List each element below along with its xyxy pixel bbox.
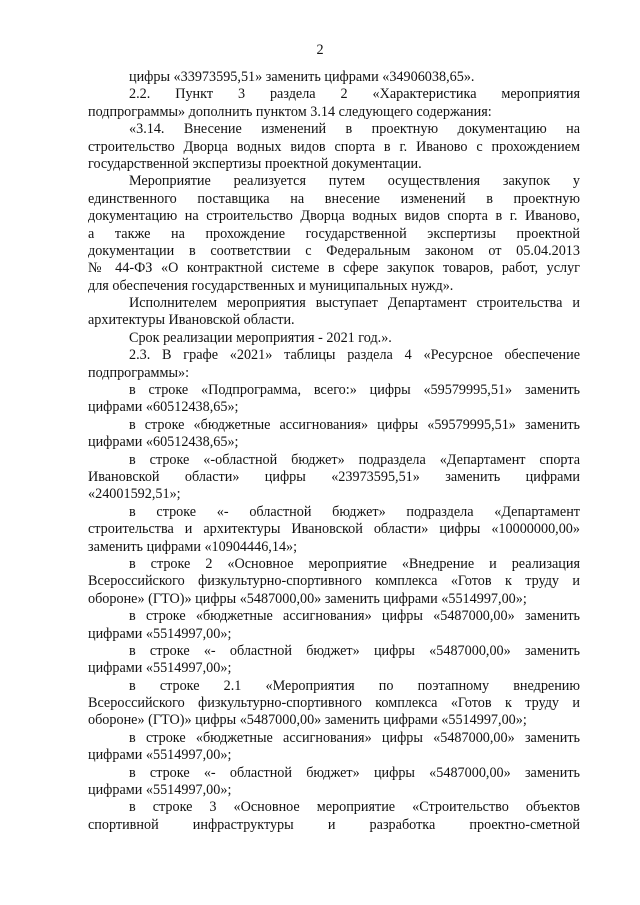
text-line: документацию на строительство Дворца водных видов спорта в г. Иваново, xyxy=(88,208,580,225)
text-line: цифрами «60512438,65»; xyxy=(88,399,239,416)
text-line: в строке «- областной бюджет» цифры «5487000,00» заменить xyxy=(129,642,580,659)
text-line: в строке «бюджетные ассигнования» цифры «5487000,00» заменить xyxy=(129,608,580,625)
text-line: архитектуры Ивановской области. xyxy=(88,312,295,329)
text-line: Всероссийского физкультурно-спортивного комплекса «Готов к труду и xyxy=(88,573,580,590)
text-line: Срок реализации мероприятия - 2021 год.». xyxy=(129,329,392,346)
text-line: для обеспечения государственных и муниципальных нужд». xyxy=(88,277,454,294)
text-line: цифрами «5514997,00»; xyxy=(88,660,232,677)
text-line: Ивановской области» цифры «23973595,51» заменить цифрами xyxy=(88,468,580,485)
text-line: строительство Дворца водных видов спорта в г. Иваново с прохождением xyxy=(88,138,580,155)
text-line: 2.3. В графе «2021» таблицы раздела 4 «Ресурсное обеспечение xyxy=(129,347,580,364)
text-line: в строке «- областной бюджет» цифры «5487000,00» заменить xyxy=(129,764,580,781)
text-line: обороне» (ГТО)» цифры «5487000,00» заменить цифрами «5514997,00»; xyxy=(88,590,527,607)
text-line: строительства и архитектуры Ивановской области» цифры «10000000,00» xyxy=(88,521,580,538)
text-line: Мероприятие реализуется путем осуществления закупок у xyxy=(129,173,580,190)
text-line: государственной экспертизы проектной документации. xyxy=(88,155,422,172)
text-line: цифрами «5514997,00»; xyxy=(88,625,232,642)
text-line: «24001592,51»; xyxy=(88,486,181,503)
text-line: документации в соответствии с Федеральным законом от 05.04.2013 xyxy=(88,242,580,259)
text-line: а также на прохождение государственной экспертизы проектной xyxy=(88,225,580,242)
text-line: цифрами «5514997,00»; xyxy=(88,782,232,799)
text-line: в строке «бюджетные ассигнования» цифры «5487000,00» заменить xyxy=(129,729,580,746)
text-line: единственного поставщика на внесение изменений в проектную xyxy=(88,190,580,207)
text-line: подпрограммы»: xyxy=(88,364,190,381)
text-line: заменить цифрами «10904446,14»; xyxy=(88,538,298,555)
text-line: в строке 2.1 «Мероприятия по поэтапному внедрению xyxy=(129,677,580,694)
text-line: 2.2. Пункт 3 раздела 2 «Характеристика мероприятия xyxy=(129,86,580,103)
text-line: цифрами «5514997,00»; xyxy=(88,747,232,764)
page-number: 2 xyxy=(316,42,324,58)
text-line: в строке «Подпрограмма, всего:» цифры «59579995,51» заменить xyxy=(129,382,580,399)
text-line: в строке 2 «Основное мероприятие «Внедрение и реализация xyxy=(129,555,580,572)
text-line: подпрограммы» дополнить пунктом 3.14 следующего содержания: xyxy=(88,103,492,120)
text-line: цифры «33973595,51» заменить цифрами «34906038,65». xyxy=(129,69,475,85)
text-line: № 44-ФЗ «О контрактной системе в сфере закупок товаров, работ, услуг xyxy=(88,260,580,277)
text-line: спортивной инфраструктуры и разработка проектно-сметной xyxy=(88,816,580,833)
text-line: в строке 3 «Основное мероприятие «Строительство объектов xyxy=(129,799,580,816)
text-line: «3.14. Внесение изменений в проектную документацию на xyxy=(129,121,580,138)
text-line: в строке «бюджетные ассигнования» цифры «59579995,51» заменить xyxy=(129,416,580,433)
document-body xyxy=(88,69,580,834)
text-line: обороне» (ГТО)» цифры «5487000,00» заменить цифрами «5514997,00»; xyxy=(88,712,527,729)
text-line: в строке «-областной бюджет» подраздела «Департамент спорта xyxy=(129,451,580,468)
text-line: Всероссийского физкультурно-спортивного комплекса «Готов к труду и xyxy=(88,695,580,712)
text-line: в строке «- областной бюджет» подраздела «Департамент xyxy=(129,503,580,520)
text-line: Исполнителем мероприятия выступает Департамент строительства и xyxy=(129,295,580,312)
text-line: цифрами «60512438,65»; xyxy=(88,434,239,451)
